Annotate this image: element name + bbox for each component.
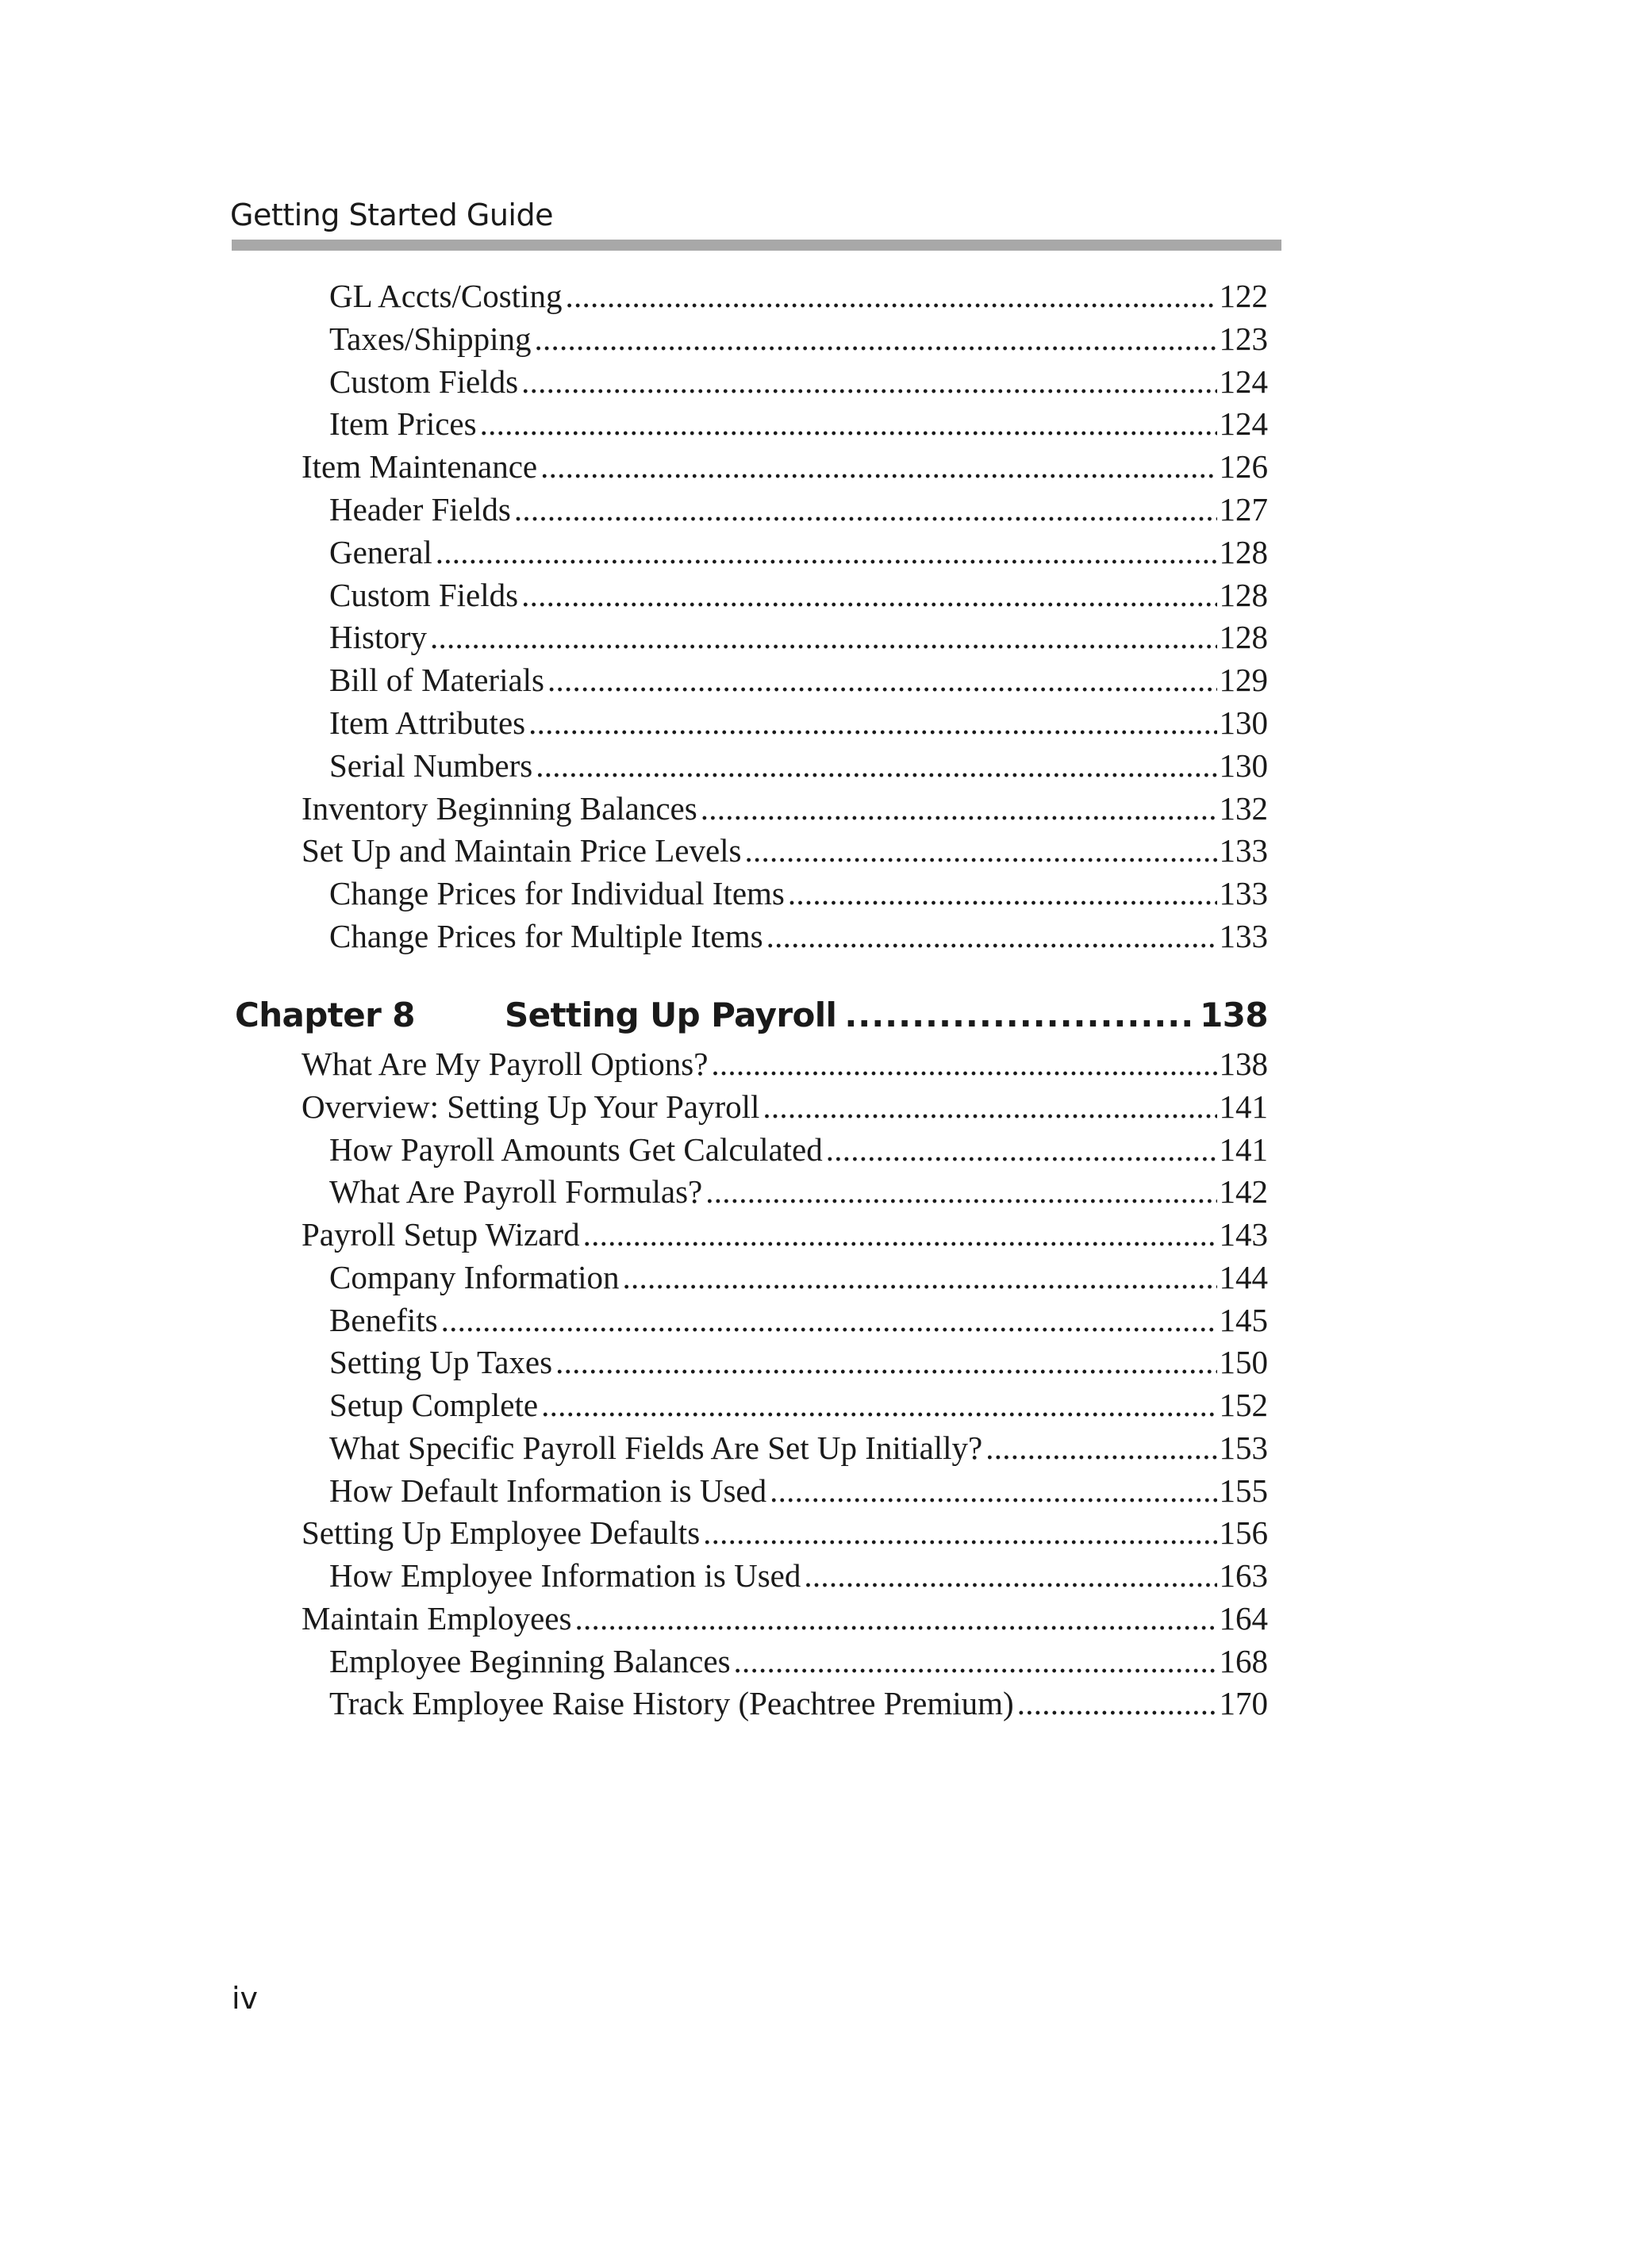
toc-entry-title: Item Prices (329, 405, 477, 443)
toc-entry[interactable] (329, 317, 1268, 360)
toc-entry-page: 130 (1219, 704, 1268, 741)
toc-entry-page: 153 (1219, 1429, 1268, 1466)
toc-entry-page: 168 (1219, 1642, 1268, 1679)
toc-entry-title: General (329, 533, 432, 570)
toc-entry-title: Bill of Materials (329, 662, 545, 699)
toc-entry-title: Change Prices for Individual Items (329, 875, 785, 912)
dot-leader (745, 829, 1217, 872)
toc-entry[interactable] (302, 1213, 1268, 1256)
toc-entry-title: Company Information (329, 1258, 620, 1295)
toc-entry[interactable] (329, 1682, 1268, 1725)
dot-leader (574, 1597, 1216, 1640)
toc-entry-title: Payroll Setup Wizard (302, 1216, 580, 1253)
toc-entry-page: 133 (1219, 832, 1268, 869)
toc-entry-page: 143 (1219, 1216, 1268, 1253)
toc-entry-title: What Are My Payroll Options? (302, 1046, 709, 1082)
toc-entry[interactable] (302, 1085, 1268, 1128)
toc-entry-page: 164 (1219, 1599, 1268, 1637)
page-folio: iv (232, 1981, 259, 2016)
toc-entry-page: 141 (1219, 1130, 1268, 1168)
toc-entry[interactable] (329, 1256, 1268, 1299)
toc-entry[interactable] (329, 488, 1268, 531)
toc-entry-page: 141 (1219, 1088, 1268, 1125)
toc-entry-title: Custom Fields (329, 576, 519, 613)
toc-entry[interactable] (329, 658, 1268, 701)
dot-leader (430, 616, 1217, 658)
toc-entry-title: Serial Numbers (329, 746, 533, 784)
header-rule (232, 240, 1281, 251)
toc-entry-page: 122 (1219, 278, 1268, 314)
dot-leader (701, 787, 1217, 830)
dot-leader (547, 658, 1216, 701)
toc-entry-title: Custom Fields (329, 363, 519, 400)
dot-leader (536, 744, 1216, 787)
chapter-title: Setting Up Payroll (505, 996, 837, 1034)
toc-entry-page: 152 (1219, 1387, 1268, 1423)
toc-entry-page: 129 (1219, 662, 1268, 699)
toc-entry-page: 130 (1219, 746, 1268, 784)
dot-leader (521, 360, 1216, 403)
chapter-page-number: 138 (1200, 996, 1268, 1034)
dot-leader (844, 993, 1193, 1038)
toc-entry-page: 155 (1219, 1472, 1268, 1509)
toc-entry-page: 126 (1219, 448, 1268, 485)
toc-entry-title: Change Prices for Multiple Items (329, 918, 763, 954)
toc-entry-title: Header Fields (329, 491, 511, 528)
dot-leader (583, 1213, 1217, 1256)
toc-entry-page: 156 (1219, 1514, 1268, 1552)
toc-entry[interactable] (329, 274, 1268, 317)
dot-leader (985, 1426, 1216, 1469)
toc-entry-title: GL Accts/Costing (329, 278, 563, 314)
toc-entry-page: 128 (1219, 533, 1268, 570)
toc-entry[interactable] (302, 445, 1268, 488)
toc-entry[interactable] (329, 1640, 1268, 1683)
toc-entry-page: 123 (1219, 320, 1268, 357)
toc-entry-page: 127 (1219, 491, 1268, 528)
toc-entry[interactable] (302, 1042, 1268, 1085)
dot-leader (623, 1256, 1217, 1299)
toc-entry[interactable] (329, 1341, 1268, 1383)
dot-leader (521, 574, 1216, 616)
toc-entry-page: 170 (1219, 1685, 1268, 1722)
toc-entry[interactable] (329, 915, 1268, 957)
dot-leader (788, 872, 1217, 915)
toc-entry-title: Setting Up Employee Defaults (302, 1514, 701, 1552)
dot-leader (705, 1170, 1216, 1213)
toc-entry-page: 128 (1219, 576, 1268, 613)
toc-entry[interactable] (302, 1597, 1268, 1640)
dot-leader (826, 1128, 1217, 1171)
toc-entry-page: 163 (1219, 1557, 1268, 1594)
dot-leader (540, 445, 1216, 488)
toc-entry-title: Maintain Employees (302, 1599, 572, 1637)
dot-leader (436, 531, 1217, 574)
toc-entry-title: Overview: Setting Up Your Payroll (302, 1088, 760, 1125)
toc-entry[interactable] (329, 701, 1268, 744)
toc-entry[interactable] (302, 787, 1268, 830)
dot-leader (734, 1640, 1217, 1683)
toc-entry-page: 124 (1219, 405, 1268, 443)
toc-entry-page: 133 (1219, 918, 1268, 954)
toc-entry-title: How Default Information is Used (329, 1472, 767, 1509)
toc-entry-page: 133 (1219, 875, 1268, 912)
dot-leader (711, 1042, 1216, 1085)
toc-entry-page: 145 (1219, 1301, 1268, 1338)
toc-entry[interactable] (329, 1426, 1268, 1469)
toc-entry-page: 142 (1219, 1173, 1268, 1211)
toc-entry-title: History (329, 619, 427, 656)
toc-entry-title: Taxes/Shipping (329, 320, 532, 357)
toc-entry-page: 150 (1219, 1344, 1268, 1381)
toc-entry-title: How Payroll Amounts Get Calculated (329, 1130, 823, 1168)
dot-leader (441, 1299, 1217, 1341)
toc-entry-page: 132 (1219, 789, 1268, 827)
toc-entry[interactable] (329, 402, 1268, 445)
toc-entry-title: What Specific Payroll Fields Are Set Up Initially? (329, 1429, 983, 1466)
toc-entry[interactable] (329, 1469, 1268, 1512)
toc-entry-title: Benefits (329, 1301, 438, 1338)
dot-leader (535, 317, 1217, 360)
toc-entry-page: 128 (1219, 619, 1268, 656)
dot-leader (763, 1085, 1216, 1128)
toc-entry[interactable] (329, 531, 1268, 574)
toc-entry[interactable] (329, 1383, 1268, 1426)
dot-leader (565, 274, 1216, 317)
dot-leader (1017, 1682, 1217, 1725)
chapter-heading[interactable] (235, 993, 1268, 1038)
toc-entry[interactable] (329, 744, 1268, 787)
toc-entry-title: Inventory Beginning Balances (302, 789, 697, 827)
toc-entry[interactable] (329, 1554, 1268, 1597)
toc-entry-title: Item Maintenance (302, 448, 538, 485)
dot-leader (703, 1511, 1216, 1554)
dot-leader (541, 1383, 1216, 1426)
toc-entry-title: How Employee Information is Used (329, 1557, 801, 1594)
toc-entry-title: Item Attributes (329, 704, 526, 741)
dot-leader (804, 1554, 1216, 1597)
toc-entry[interactable] (329, 872, 1268, 915)
toc-entry-page: 144 (1219, 1258, 1268, 1295)
dot-leader (514, 488, 1217, 531)
toc-entry[interactable] (302, 829, 1268, 872)
toc-entry[interactable] (329, 360, 1268, 403)
toc-entry-title: Track Employee Raise History (Peachtree Premium) (329, 1685, 1014, 1722)
running-head: Getting Started Guide (230, 198, 553, 232)
toc-entry[interactable] (329, 1299, 1268, 1341)
dot-leader (766, 915, 1217, 957)
dot-leader (770, 1469, 1216, 1512)
toc-entry[interactable] (302, 1511, 1268, 1554)
toc-entry-page: 124 (1219, 363, 1268, 400)
toc-entry-title: Set Up and Maintain Price Levels (302, 832, 742, 869)
chapter-number: Chapter 8 (235, 996, 415, 1034)
dot-leader (555, 1341, 1216, 1383)
toc-entry-page: 138 (1219, 1046, 1268, 1082)
dot-leader (480, 402, 1217, 445)
toc-entry[interactable] (329, 616, 1268, 658)
toc-entry[interactable] (329, 574, 1268, 616)
toc-entry-title: Setting Up Taxes (329, 1344, 553, 1381)
toc-entry-title: What Are Payroll Formulas? (329, 1173, 703, 1211)
toc-entry-title: Setup Complete (329, 1387, 539, 1423)
toc-entry-title: Employee Beginning Balances (329, 1642, 731, 1679)
dot-leader (528, 701, 1216, 744)
toc-entry[interactable] (329, 1128, 1268, 1171)
toc-entry[interactable] (329, 1170, 1268, 1213)
